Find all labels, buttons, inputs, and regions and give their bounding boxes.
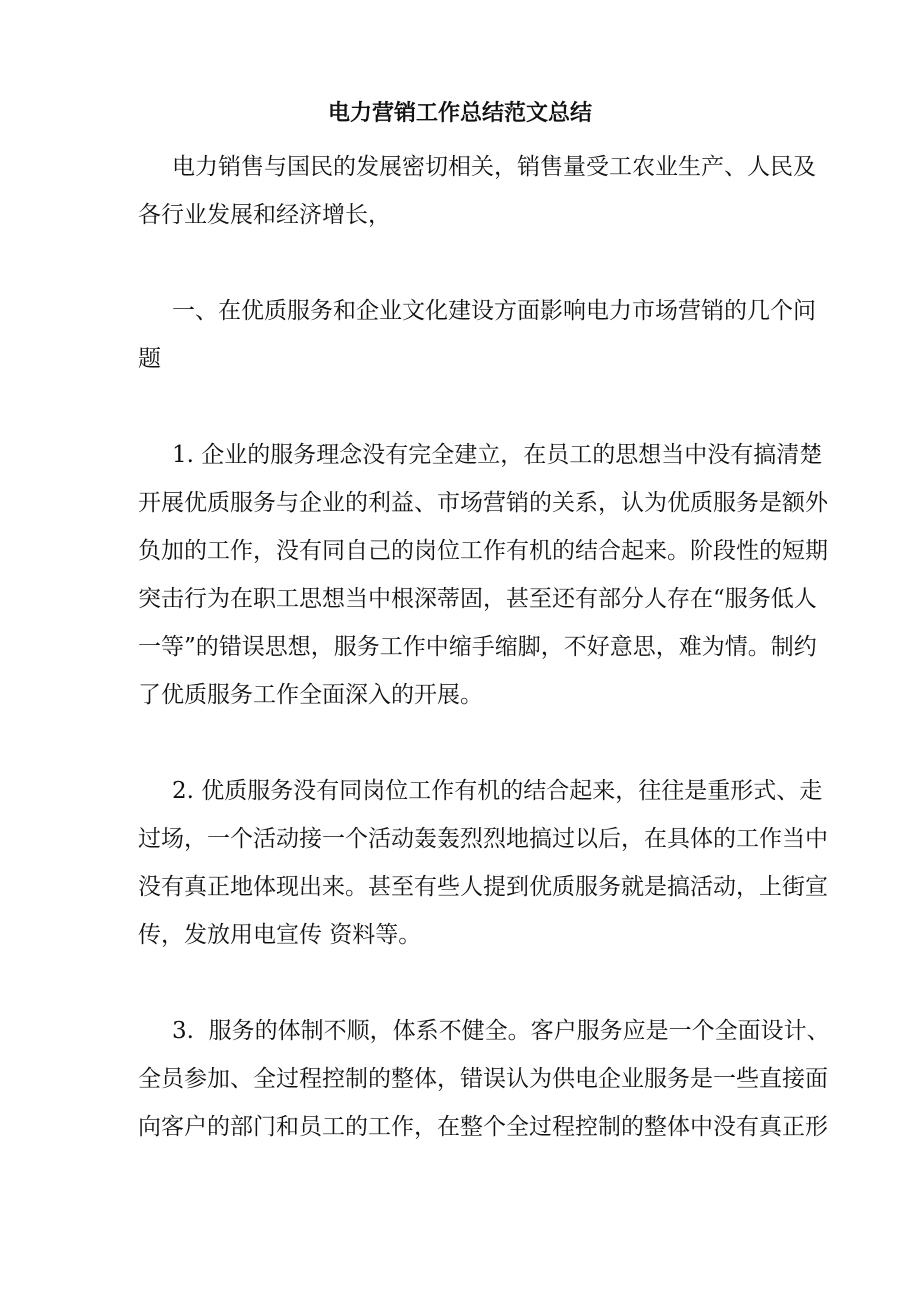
text-line: 开展优质服务与企业的利益、市场营销的关系，认为优质服务是额外 <box>138 490 828 516</box>
text-line: 各行业发展和经济增长， <box>138 202 391 228</box>
text-line: 过场，一个活动接一个活动轰轰烈烈地搞过以后，在具体的工作当中 <box>138 826 828 852</box>
text-line: 一等”的错误思想，服务工作中缩手缩脚，不好意思，难为情。制约 <box>138 634 817 660</box>
text-line: 一、在优质服务和企业文化建设方面影响电力市场营销的几个问 <box>172 298 816 324</box>
text-line: 3. 服务的体制不顺，体系不健全。客户服务应是一个全面设计、 <box>172 1018 830 1044</box>
text-line: 1. 企业的服务理念没有完全建立，在员工的思想当中没有搞清楚 <box>172 442 823 468</box>
text-line: 了优质服务工作全面深入的开展。 <box>138 682 483 708</box>
text-line: 全员参加、全过程控制的整体，错误认为供电企业服务是一些直接面 <box>138 1066 828 1092</box>
text-line: 向客户的部门和员工的工作，在整个全过程控制的整体中没有真正形 <box>138 1114 828 1140</box>
text-line: 题 <box>138 346 161 372</box>
text-line: 电力销售与国民的发展密切相关，销售量受工农业生产、人民及 <box>172 154 816 180</box>
document-title: 电力营销工作总结范文总结 <box>327 100 592 126</box>
text-line: 2. 优质服务没有同岗位工作有机的结合起来，往往是重形式、走 <box>172 778 823 804</box>
text-line: 传，发放用电宣传 资料等。 <box>138 922 422 948</box>
text-line: 没有真正地体现出来。甚至有些人提到优质服务就是搞活动，上街宣 <box>138 874 828 900</box>
text-line: 负加的工作，没有同自己的岗位工作有机的结合起来。阶段性的短期 <box>138 538 828 564</box>
text-line: 突击行为在职工思想当中根深蒂固，甚至还有部分人存在“服务低人 <box>138 586 817 612</box>
